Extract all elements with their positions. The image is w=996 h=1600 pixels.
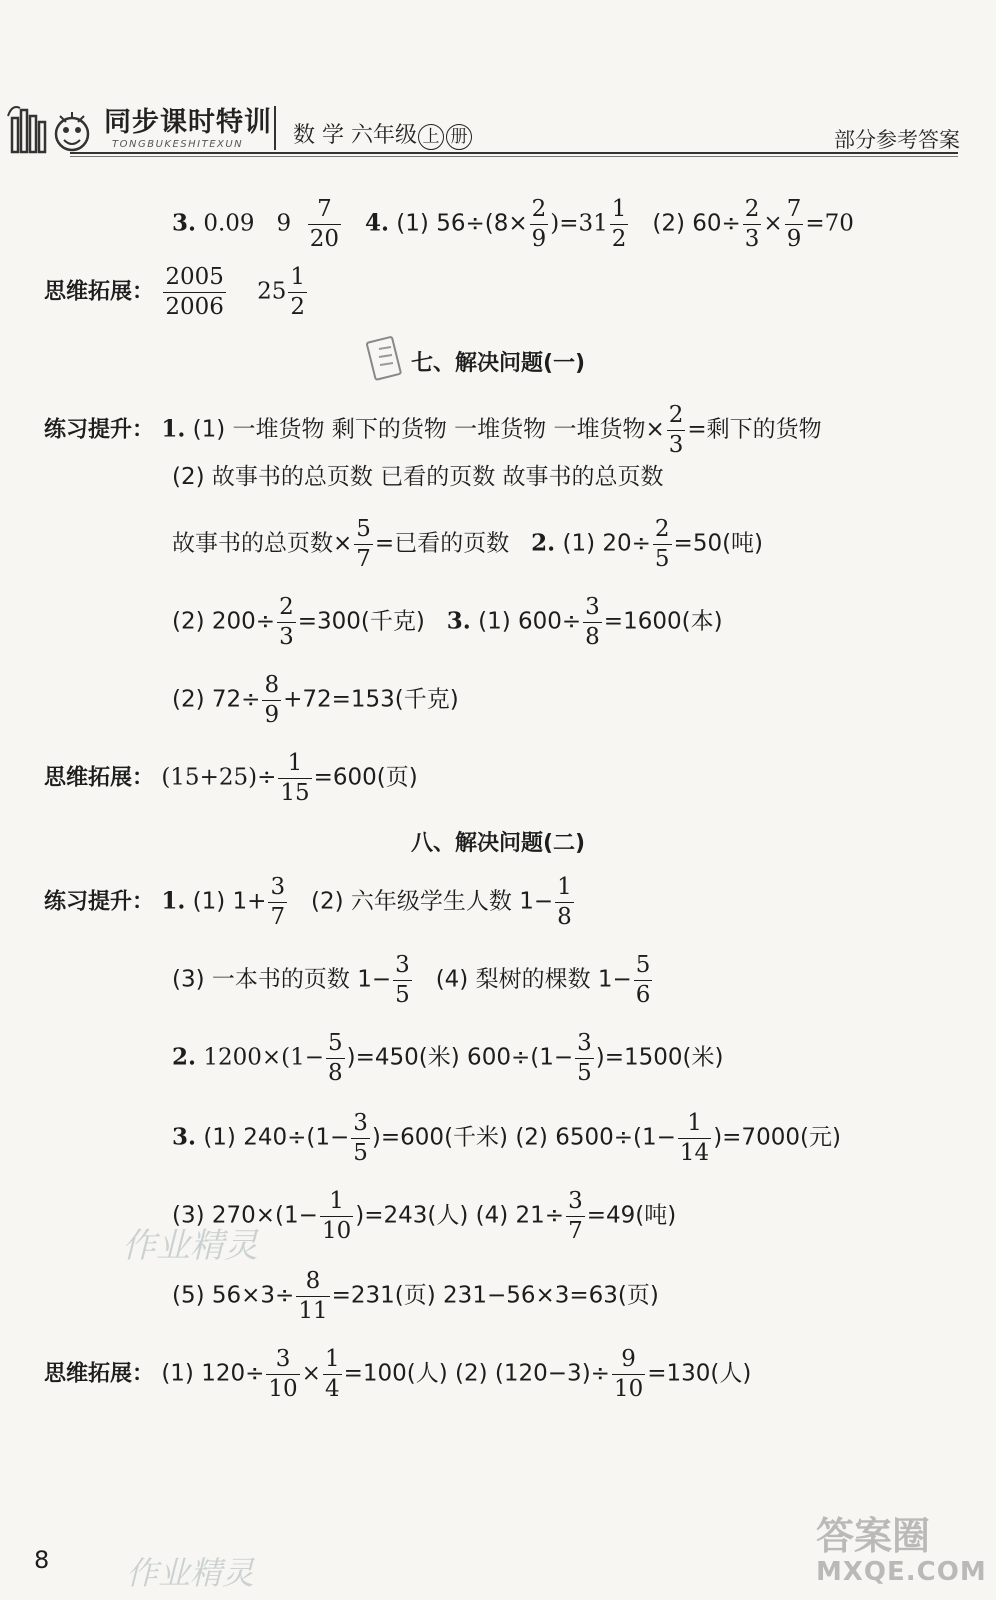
q3-value-a: 0.09 [203,210,255,237]
numerator: 5 [354,518,373,545]
extension-label: 思维拓展： [44,279,155,305]
denominator: 10 [613,1376,644,1402]
q4-part2-expr: (2) 60÷ [652,210,741,237]
s8-extension-line [44,1348,751,1401]
section-8-title: 八、解决问题(二) [410,831,586,856]
q4-part1-fraction [530,198,549,251]
s7-line-1 [44,404,822,457]
q3-number: 3. [172,209,197,237]
s7-q3-number: 3. [446,607,471,635]
s8-line-6 [172,1270,659,1323]
numerator: 1 [323,1348,342,1375]
denominator: 9 [531,226,547,252]
s8-q3-4-fraction [566,1190,585,1243]
answer-line-top [172,198,854,251]
numerator: 3 [268,876,287,903]
denominator: 4 [324,1376,340,1402]
times-sign: × [763,210,783,237]
s8-q2-expr-b: )=450(米) 600÷(1− [346,1044,574,1071]
numerator: 3 [266,1348,299,1375]
numerator: 2 [530,198,549,225]
numerator: 7 [308,198,341,225]
s8-q2-fraction-1 [326,1032,345,1085]
s8-q3-3-expr: (3) 270×(1− [172,1202,318,1229]
q3-value-b: 9 [276,210,292,237]
numerator: 2005 [163,266,226,293]
denominator: 2 [290,294,306,320]
denominator: 7 [270,904,286,930]
series-logo-icon [4,96,94,158]
mixed-fraction [288,266,307,319]
s7-q3-2-result: +72=153(千克) [283,686,459,713]
numerator: 1 [278,752,311,779]
site-watermark-title: 答案圈 [816,1514,931,1558]
subject-text: 数 学 六年级 [293,123,417,148]
denominator: 8 [328,1060,343,1086]
numerator: 2 [277,596,296,623]
s8-q2-fraction-2 [575,1032,594,1085]
s8-ext-fraction-1 [266,1348,299,1401]
numerator: 8 [296,1270,329,1297]
s8-q3-5-fraction [296,1270,329,1323]
mixed-whole: 25 [257,278,287,305]
extension-label: 思维拓展： [44,1361,155,1387]
s8-q1-1-fraction [268,876,287,929]
s8-line-3 [172,1032,723,1085]
s7-extension-line [44,752,418,805]
s8-q2-number: 2. [172,1043,197,1071]
page-number: 8 [34,1546,50,1574]
volume-mark-a: 上 [418,124,444,150]
s8-q3-4-expr: )=243(人) (4) 21÷ [355,1202,565,1229]
numerator: 2 [667,404,686,431]
numerator: 3 [583,596,602,623]
s7-ext-expr: (15+25)÷ [161,764,277,791]
q3-fraction [308,198,341,251]
site-watermark-url: MXQE.COM [816,1557,987,1587]
subject-grade [293,118,473,150]
denominator: 14 [679,1140,710,1166]
numerator: 7 [785,198,804,225]
s7-q1-text: (1) 一堆货物 剩下的货物 一堆货物 一堆货物× [192,416,665,443]
denominator: 9 [786,226,802,252]
s8-q3-4-result: =49(吨) [586,1202,677,1229]
extension-fraction [163,266,226,319]
s7-q3-expr: (1) 600÷ [478,608,582,635]
times-sign: × [301,1360,321,1387]
s8-q1-3-expr: (3) 一本书的页数 1− [172,966,392,993]
watermark-bottom: 作业精灵 [126,1554,255,1592]
numerator: 3 [393,954,412,981]
numerator: 3 [351,1112,370,1139]
s7-q1-2-text: 故事书的总页数× [172,530,353,557]
denominator: 10 [321,1218,352,1244]
denominator: 9 [264,702,280,728]
denominator: 7 [568,1218,583,1244]
s8-q3-2-result: )=7000(元) [713,1124,841,1151]
s8-q3-2-fraction [678,1112,711,1165]
denominator: 3 [744,226,760,252]
volume-mark-b: 册 [446,124,472,150]
numerator: 5 [634,954,653,981]
s7-q1-2-result: =已看的页数 [374,530,510,557]
numerator: 1 [610,198,629,225]
extension-label: 思维拓展： [44,765,155,791]
s8-ext-fraction-3 [612,1348,645,1401]
denominator: 8 [585,624,600,650]
s7-line-2: (2) 故事书的总页数 已看的页数 故事书的总页数 [172,464,664,490]
s8-ext-2-expr: =100(人) (2) (120−3)÷ [343,1360,610,1387]
s7-q2-number: 2. [531,529,556,557]
header-divider [274,106,276,150]
s8-q1-3-fraction [393,954,412,1007]
q4-number: 4. [364,209,389,237]
denominator: 5 [654,546,670,572]
section-label: 部分参考答案 [834,128,960,152]
q4-part2-fraction-1 [743,198,762,251]
numerator: 1 [288,266,307,293]
watermark: 作业精灵 [122,1226,258,1266]
practice-label: 练习提升： [44,889,155,915]
numerator: 3 [566,1190,585,1217]
denominator: 2006 [165,294,224,320]
numerator: 2 [743,198,762,225]
s7-q3-result: =1600(本) [603,608,723,635]
s8-q3-2-expr: )=600(千米) (2) 6500÷(1− [371,1124,676,1151]
denominator: 10 [268,1376,298,1402]
numerator: 1 [678,1112,711,1139]
practice-label: 练习提升： [44,417,155,443]
numerator: 3 [575,1032,594,1059]
s7-q2-result: =50(吨) [673,530,764,557]
s7-line-4 [172,596,723,649]
denominator: 15 [280,780,310,806]
s8-q1-4-expr: (4) 梨树的棵数 1− [435,966,632,993]
s8-q3-5-expr: (5) 56×3÷ [172,1282,295,1309]
q4-part2-fraction-2 [785,198,804,251]
s7-q2-2-result: =300(千克) [297,608,425,635]
s7-q2-expr: (1) 20÷ [562,530,651,557]
denominator: 7 [356,546,371,572]
denominator: 8 [557,904,572,930]
s8-q3-3-fraction [320,1190,353,1243]
numerator: 1 [555,876,574,903]
s8-q3-1-expr: (1) 240÷(1− [203,1124,350,1151]
extension-line-1 [44,266,309,319]
s8-q1-2-expr: (2) 六年级学生人数 1− [311,888,554,915]
s8-line-2 [172,954,654,1007]
s8-line-4 [172,1112,841,1165]
s7-q3-fraction [583,596,602,649]
header-rule-thin [70,156,958,157]
s7-ext-fraction [278,752,311,805]
s8-q2-expr-a: 1200×(1− [203,1044,325,1071]
series-pinyin: TONGBUKESHITEXUN [112,139,244,150]
s8-q3-1-fraction [351,1112,370,1165]
numerator: 9 [612,1348,645,1375]
numerator: 1 [320,1190,353,1217]
numerator: 8 [262,674,281,701]
s7-q1-result: =剩下的货物 [687,416,822,443]
s8-q1-4-fraction [634,954,653,1007]
s7-q1-2-fraction [354,518,373,571]
denominator: 2 [611,226,627,252]
denominator: 5 [395,982,410,1008]
s8-q1-2-fraction [555,876,574,929]
s7-q1-number: 1. [161,415,186,443]
s7-q1-fraction [667,404,686,457]
s8-q3-5-result: =231(页) 231−56×3=63(页) [331,1282,659,1309]
q4-part1-mixed-fraction [610,198,629,251]
denominator: 5 [577,1060,592,1086]
s7-line-5 [172,674,459,727]
s8-ext-2-result: =130(人) [647,1360,752,1387]
s7-q2-fraction [653,518,672,571]
denominator: 5 [353,1140,368,1166]
header-rule [70,152,958,154]
s8-ext-1-expr: (1) 120÷ [161,1360,265,1387]
site-watermark-logo [816,1505,987,1595]
s7-ext-result: =600(页) [313,764,418,791]
denominator: 20 [309,226,340,252]
s8-line-1 [44,876,576,929]
q4-part1-result: )=31 [550,210,608,237]
s8-q3-number: 3. [172,1123,197,1151]
s8-ext-fraction-2 [323,1348,342,1401]
denominator: 3 [668,432,684,458]
s7-line-3 [172,518,763,571]
s8-q1-1-expr: (1) 1+ [192,888,267,915]
s7-q3-2-fraction [262,674,281,727]
s8-q1-number: 1. [161,887,186,915]
denominator: 6 [635,982,651,1008]
q4-part2-result: =70 [805,210,854,237]
s8-q2-result: )=1500(米) [595,1044,724,1071]
s7-q2-2-expr: (2) 200÷ [172,608,276,635]
section-7-title: 七、解决问题(一) [410,351,586,376]
s7-q3-2-expr: (2) 72÷ [172,686,261,713]
denominator: 11 [298,1298,328,1324]
numerator: 5 [326,1032,345,1059]
series-title: 同步课时特训 [104,107,272,138]
s7-q2-2-fraction [277,596,296,649]
q4-part1-expr: (1) 56÷(8× [396,210,528,237]
denominator: 3 [279,624,294,650]
numerator: 2 [653,518,672,545]
